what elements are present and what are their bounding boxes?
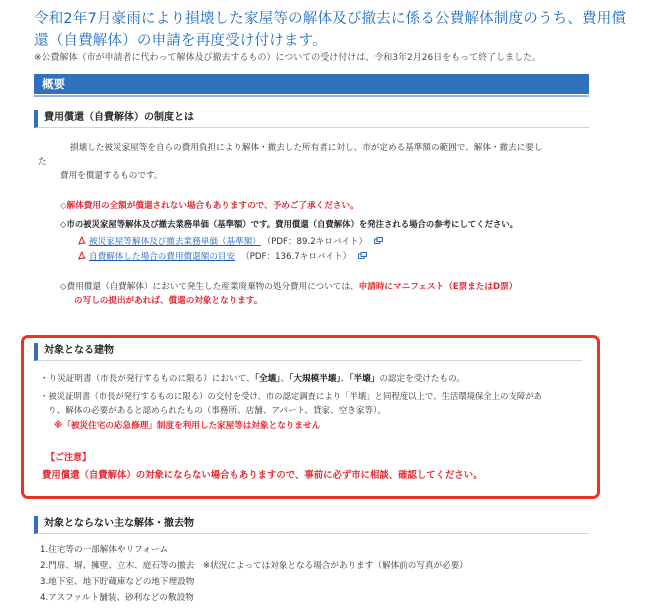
- section-heading-non-eligible-items: 対象とならない主な解体・撤去物: [34, 516, 589, 534]
- caution-text: 費用償還（自費解体）の対象にならない場合もありますので、事前に必ず市に相談、確認してください。: [42, 470, 483, 481]
- non-eligible-item: 3.地下室、地下貯蔵庫などの地下埋設物: [40, 577, 195, 587]
- partial-reimbursement-warning: ◇解体費用の全額が償還されない場合もありますので、予めご了承ください。: [60, 201, 359, 211]
- reimbursement-description-wrap: た: [38, 157, 47, 167]
- reimbursement-estimate-pdf-link[interactable]: 自費解体した場合の費用償還額の目安: [89, 252, 236, 262]
- external-link-icon[interactable]: [358, 250, 367, 257]
- eligible-item-1-prefix: ・り災証明書（市長が発行するものに限る）において、: [40, 374, 255, 384]
- unit-price-notice: ◇市の被災家屋等解体及び撤去業務単価（基準額）です。費用償還（自費解体）を発注される場合の参考にしてください。: [60, 219, 519, 229]
- page-title: [34, 8, 634, 52]
- half-destruction-label: 「半壊」: [349, 374, 380, 384]
- page-title-line1: 令和2年7月豪雨により損壊した家屋等の解体及び撤去に係る公費解体制度のうち、費用償: [34, 11, 627, 27]
- waste-disposal-notice-line2: の写しの提出があれば、償還の対象となります。: [74, 296, 263, 306]
- large-scale-half-destruction-label: 「大規模半壊」: [289, 374, 341, 384]
- emergency-repair-exclusion-note: ※「被災住宅の応急修理」制度を利用した家屋等は対象となりません: [54, 421, 321, 431]
- pdf-link-row-1: [78, 235, 383, 249]
- overview-heading-bar: 概要: [34, 74, 589, 94]
- eligible-item-1: [40, 372, 465, 386]
- overview-bar-underline: [34, 95, 589, 97]
- reimbursement-description-line1: 損壊した被災家屋等を自らの費用負担により解体・撤去した所有者に対し、市が定める基準額の範囲で、解体・撤去に要し: [70, 143, 543, 153]
- unit-price-pdf-link[interactable]: 被災家屋等解体及び撤去業務単価（基準額）: [89, 237, 261, 247]
- public-demolition-note: ※公費解体（市が申請者に代わって解体及び撤去するもの）についての受け付けは、令和3年2月26日をもって終了しました。: [34, 53, 542, 63]
- section-heading-eligible-buildings: 対象となる建物: [34, 343, 582, 361]
- non-eligible-item: 4.アスファルト舗装、砂利などの敷設物: [40, 593, 194, 603]
- manifest-requirement: 申請時にマニフェスト（E票またはD票）: [358, 282, 518, 292]
- page-title-line2: 還（自費解体）の申請を再度受け付けます。: [34, 33, 327, 49]
- waste-disposal-notice-line1: [60, 280, 517, 294]
- reimbursement-description-line2: 費用を償還するものです。: [60, 171, 163, 181]
- pdf-icon: [78, 251, 86, 260]
- full-destruction-label: 「全壊」: [254, 374, 281, 384]
- eligible-item-1-separator-2: 、: [340, 374, 350, 384]
- non-eligible-item: 1.住宅等の一部解体やリフォーム: [40, 545, 169, 555]
- waste-disposal-prefix: ◇費用償還（自費解体）において発生した産業廃棄物の処分費用については、: [60, 282, 359, 292]
- caution-label: 【ご注意】: [46, 453, 92, 463]
- section-heading-reimbursement: 費用償還（自費解体）の制度とは: [34, 110, 589, 128]
- non-eligible-item: 2.門扉、塀、擁壁、立木、庭石等の撤去 ※状況によっては対象となる場合があります（解体前の写真が必要）: [40, 561, 468, 571]
- pdf-icon: [78, 236, 86, 245]
- pdf-link-row-2: [78, 250, 367, 264]
- reimbursement-estimate-pdf-size: （PDF：136.7キロバイト）: [241, 252, 352, 262]
- eligible-item-1-suffix: の認定を受けたもの。: [379, 374, 465, 384]
- unit-price-pdf-size: （PDF：89.2キロバイト）: [266, 237, 368, 247]
- eligible-item-2-line1: ・被災証明書（市長が発行するものに限る）の交付を受け、市の認定調査により「半壊」と同程度以上で、生活環境保全上の支障があ: [40, 391, 542, 401]
- eligible-item-2-line2: り、解体の必要があると認められたもの（事務所、店舗、アパート、貸家、空き家等）。: [48, 406, 386, 416]
- eligible-item-1-separator-1: 、: [280, 374, 290, 384]
- external-link-icon[interactable]: [374, 235, 383, 242]
